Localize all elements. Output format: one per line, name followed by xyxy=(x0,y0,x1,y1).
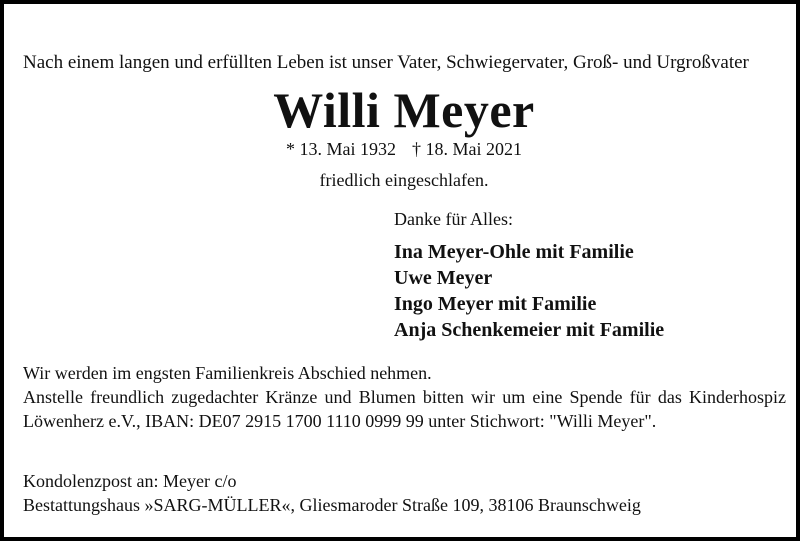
condolence-line: Kondolenzpost an: Meyer c/o xyxy=(23,471,237,491)
mourner-name: Anja Schenkemeier mit Familie xyxy=(394,319,665,341)
condolence-line: Bestattungshaus »SARG-MÜLLER«, Gliesmaroder Straße 109, 38106 Braunschweig xyxy=(23,495,641,515)
mourner-name: Ingo Meyer mit Familie xyxy=(394,293,597,315)
mourner-name: Ina Meyer-Ohle mit Familie xyxy=(394,241,634,263)
donation-text: Anstelle freundlich zugedachter Kränze und Blumen bitten wir um eine Spende für das Kinderhospiz Löwenherz e.V., IBAN: DE07 2915 1700 1110 0999 99 unter Stichwort: "Willi Meyer". xyxy=(23,387,786,431)
life-dates xyxy=(4,138,800,160)
mourner-name: Uwe Meyer xyxy=(394,267,493,289)
farewell-text: Wir werden im engsten Familienkreis Abschied nehmen. xyxy=(23,363,432,383)
thanks-text: Danke für Alles: xyxy=(394,209,513,229)
intro-text: Nach einem langen und erfüllten Leben ist unser Vater, Schwiegervater, Groß- und Urgroßvater xyxy=(23,52,749,73)
birth-date: * 13. Mai 1932 xyxy=(286,139,396,159)
passed-text: friedlich eingeschlafen. xyxy=(319,170,489,190)
death-date: † 18. Mai 2021 xyxy=(412,139,522,159)
deceased-name: Willi Meyer xyxy=(273,82,535,138)
condolence-address xyxy=(23,469,786,517)
mourners-list xyxy=(394,239,664,343)
